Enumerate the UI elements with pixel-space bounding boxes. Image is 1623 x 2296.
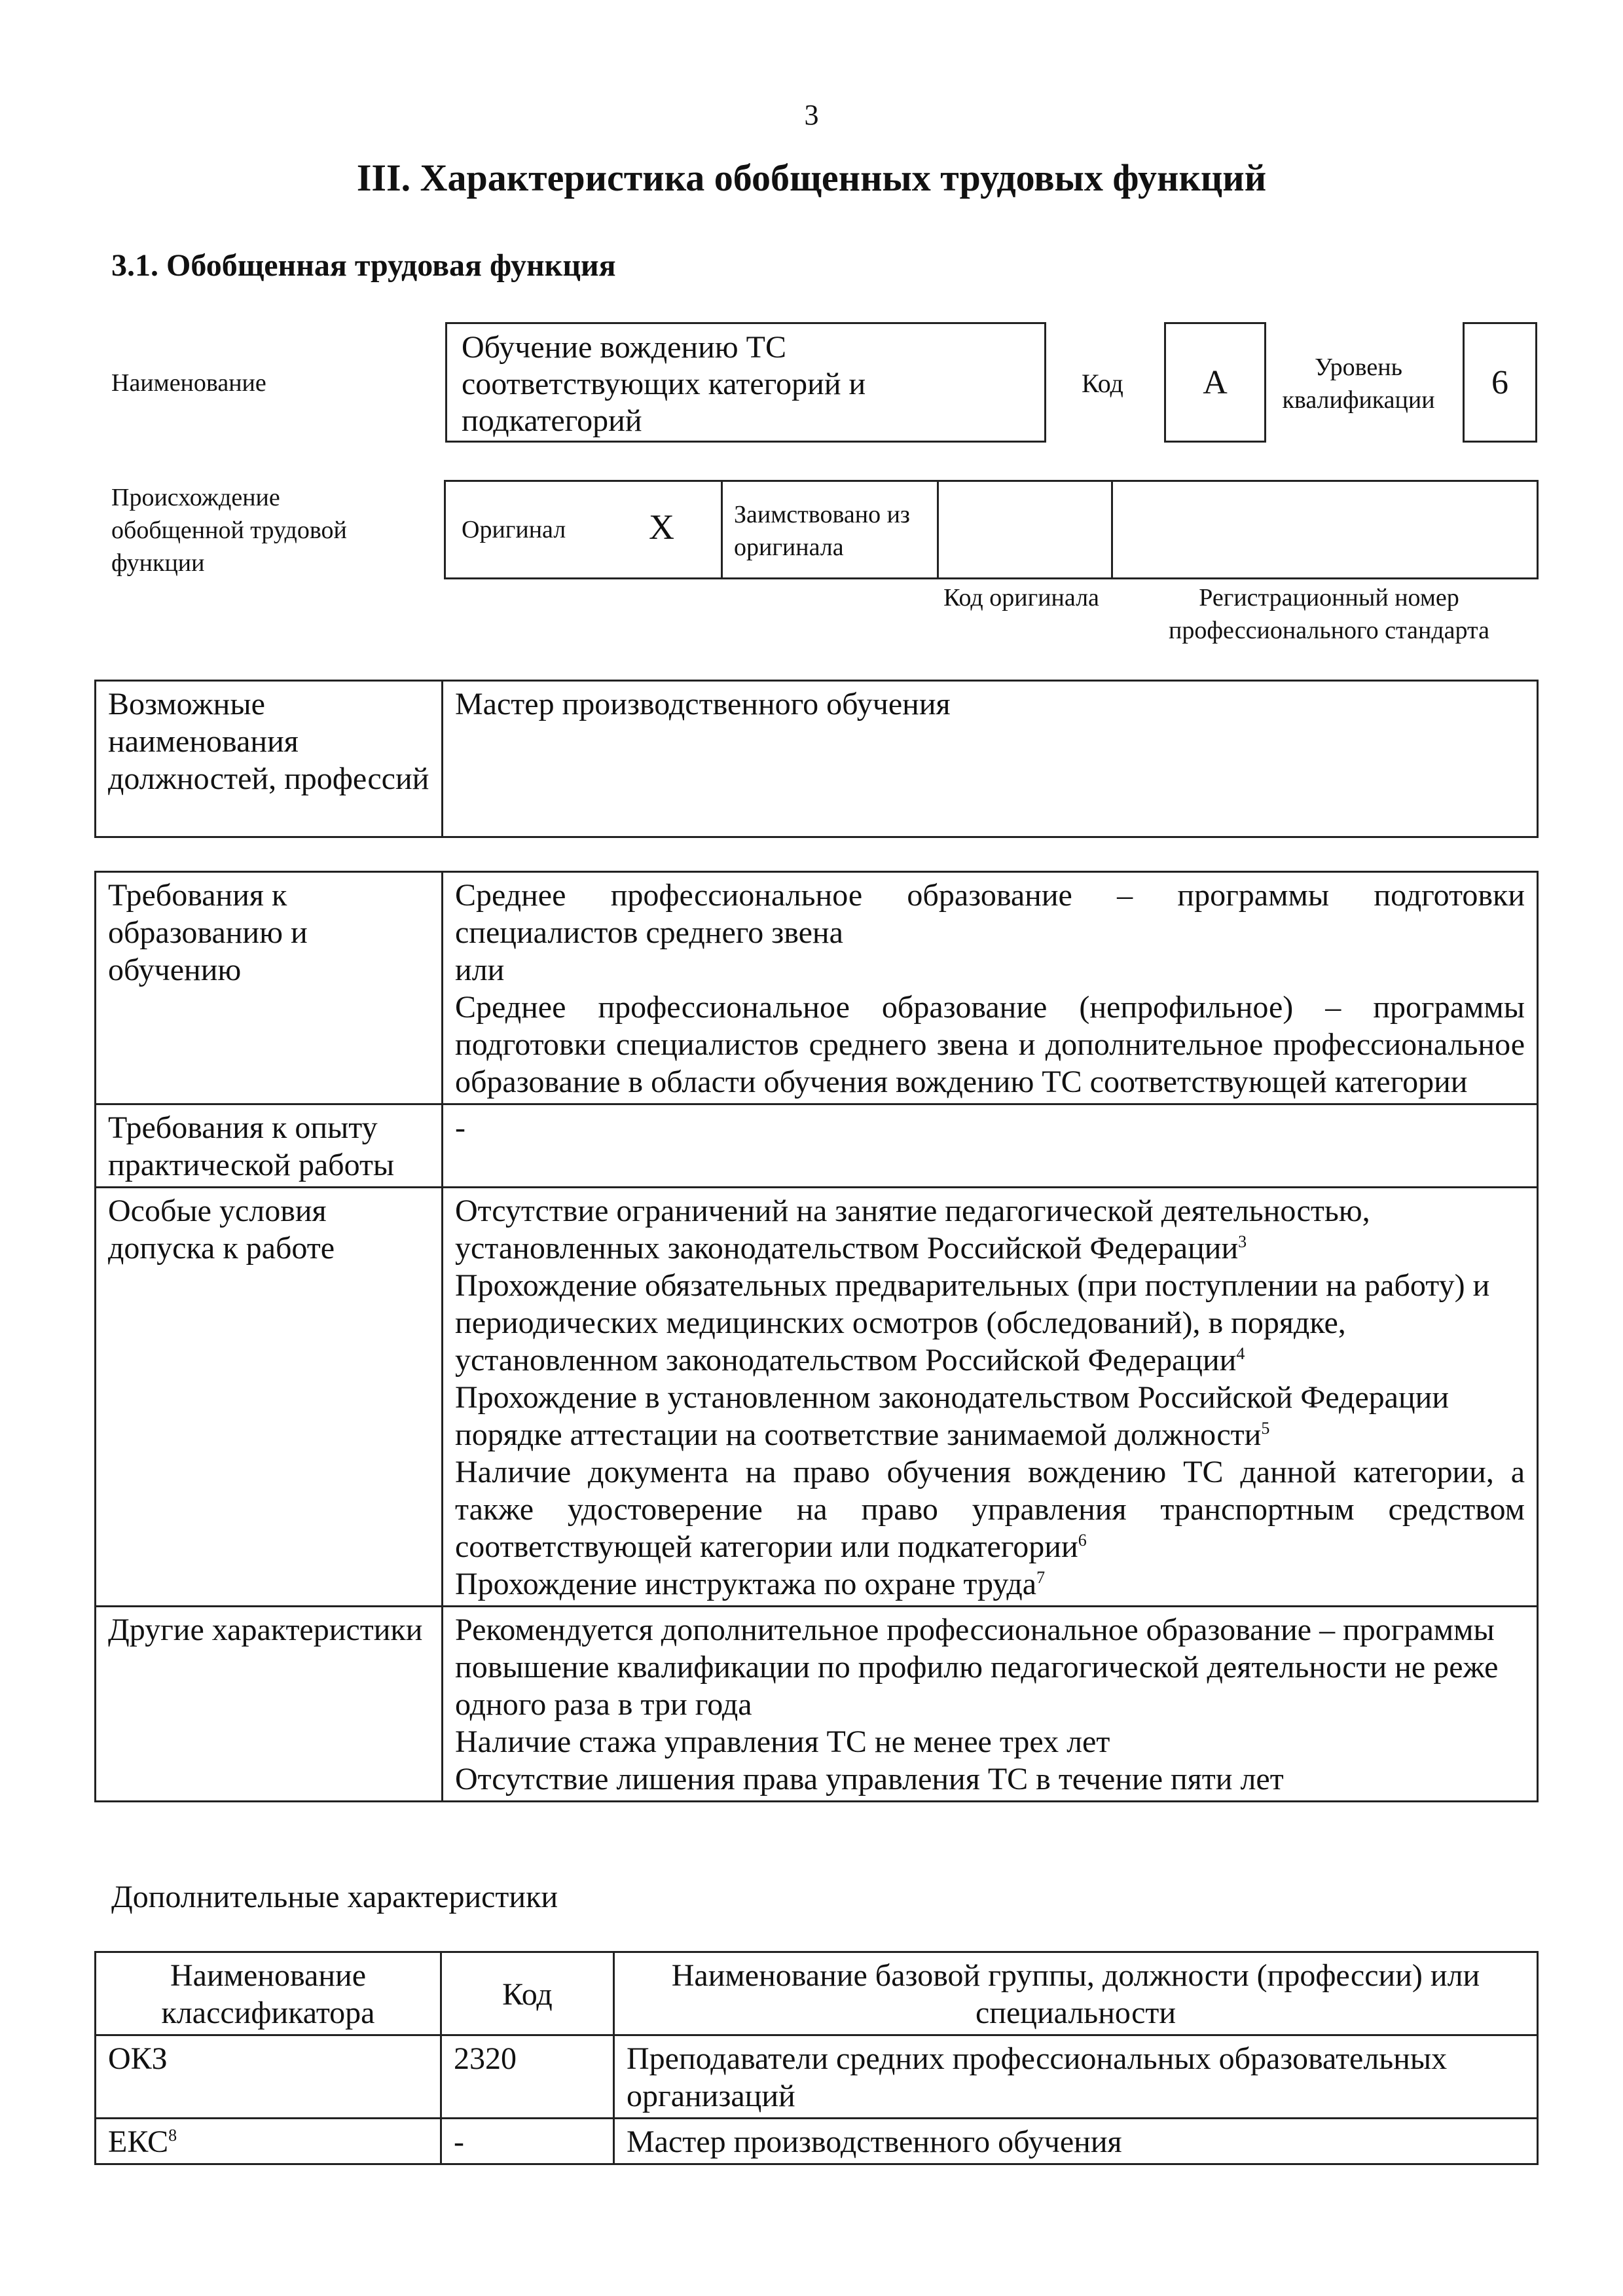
experience-value: - — [443, 1104, 1538, 1188]
condition-text: Прохождение обязательных предварительных (при поступлении на работу) и периодических медицинских осмотров (обследований), в порядке, установленном законодательством Российской Федерации — [455, 1268, 1490, 1377]
other-line: Наличие стажа управления ТС не менее трех лет — [455, 1724, 1110, 1759]
positions-value: Мастер производственного обучения — [443, 681, 1538, 837]
condition-item — [455, 1267, 1525, 1379]
footnote-ref: 7 — [1036, 1568, 1046, 1587]
classifier-name: ЕКС — [108, 2124, 169, 2159]
section-title: III. Характеристика обобщенных трудовых функций — [356, 156, 1267, 199]
other-line: Рекомендуется дополнительное профессиональное образование – программы повышение квалификации по профилю педагогической деятельности не реже одного раза в три года — [455, 1613, 1499, 1722]
original-code-caption: Код оригинала — [943, 584, 1099, 611]
original-mark: Х — [649, 507, 674, 547]
education-row — [96, 872, 1538, 1104]
classifier-table — [94, 1951, 1539, 2165]
origin-table — [444, 480, 1539, 579]
footnote-ref: 6 — [1078, 1531, 1087, 1550]
classifier-name: ОКЗ — [108, 2041, 168, 2076]
name-label: Наименование — [111, 369, 266, 397]
group-name-cell: Преподаватели средних профессиональных образовательных организаций — [614, 2035, 1538, 2119]
conditions-value — [443, 1188, 1538, 1607]
code-value-box: А — [1164, 322, 1266, 443]
group-name-cell: Мастер производственного обучения — [614, 2119, 1538, 2164]
code-label: Код — [1082, 369, 1123, 398]
registration-number-caption: Регистрационный номер профессионального стандарта — [1169, 584, 1489, 644]
header-group-name: Наименование базовой группы, должности (профессии) или специальности — [614, 1952, 1538, 2035]
additional-title: Дополнительные характеристики — [111, 1880, 558, 1914]
requirements-table — [94, 871, 1539, 1802]
classifier-header-row — [96, 1952, 1538, 2035]
borrowed-label: Заимствовано из оригинала — [734, 501, 910, 561]
classifier-cell — [96, 2119, 441, 2164]
footnote-ref: 8 — [168, 2126, 177, 2145]
experience-row — [96, 1104, 1538, 1188]
positions-table — [94, 680, 1539, 838]
origin-label: Происхождение обобщенной трудовой функции — [111, 484, 347, 577]
positions-label: Возможные наименования должностей, профессий — [96, 681, 443, 837]
header-classifier: Наименование классификатора — [96, 1952, 441, 2035]
table-row — [96, 2035, 1538, 2119]
level-value-box: 6 — [1463, 322, 1537, 443]
origin-divider-2 — [937, 482, 939, 577]
level-label: Уровень квалификации — [1282, 354, 1435, 414]
table-row — [96, 2119, 1538, 2164]
condition-item — [455, 1565, 1525, 1603]
education-line: Среднее профессиональное образование (непрофильное) – программы подготовки специалистов среднего звена и дополнительное профессиональное образование в области обучения вождению ТС соответствующей категории — [455, 990, 1525, 1099]
other-row — [96, 1607, 1538, 1802]
footnote-ref: 3 — [1238, 1232, 1247, 1251]
education-label: Требования к образованию и обучению — [96, 872, 443, 1104]
education-value — [443, 872, 1538, 1104]
code-cell: - — [441, 2119, 614, 2164]
header-code: Код — [441, 1952, 614, 2035]
condition-text: Отсутствие ограничений на занятие педагогической деятельностью, установленных законодательством Российской Федерации — [455, 1194, 1370, 1266]
original-label: Оригинал — [462, 516, 566, 543]
conditions-row — [96, 1188, 1538, 1607]
education-line: или — [455, 953, 505, 987]
function-name-box: Обучение вождению ТС соответствующих категорий и подкатегорий — [445, 322, 1046, 443]
education-line: Среднее профессиональное образование – программы подготовки специалистов среднего звена — [455, 878, 1525, 950]
page-number: 3 — [804, 99, 819, 131]
condition-item — [455, 1453, 1525, 1565]
condition-text: Прохождение в установленном законодательством Российской Федерации порядке аттестации на соответствие занимаемой должности — [455, 1380, 1450, 1452]
other-value — [443, 1607, 1538, 1802]
classifier-cell — [96, 2035, 441, 2119]
code-cell: 2320 — [441, 2035, 614, 2119]
footnote-ref: 5 — [1261, 1419, 1270, 1438]
origin-divider-1 — [721, 482, 723, 577]
experience-label: Требования к опыту практической работы — [96, 1104, 443, 1188]
condition-item — [455, 1192, 1525, 1267]
origin-divider-3 — [1111, 482, 1113, 577]
footnote-ref: 4 — [1236, 1344, 1245, 1363]
subsection-title: 3.1. Обобщенная трудовая функция — [111, 248, 616, 283]
condition-text: Наличие документа на право обучения вождению ТС данной категории, а также удостоверение на право управления транспортным средством соответствующей категории или подкатегории — [455, 1455, 1525, 1564]
positions-row — [96, 681, 1538, 837]
condition-item — [455, 1379, 1525, 1453]
condition-text: Прохождение инструктажа по охране труда — [455, 1567, 1037, 1601]
other-line: Отсутствие лишения права управления ТС в течение пяти лет — [455, 1762, 1284, 1796]
conditions-label: Особые условия допуска к работе — [96, 1188, 443, 1607]
other-label: Другие характеристики — [96, 1607, 443, 1802]
